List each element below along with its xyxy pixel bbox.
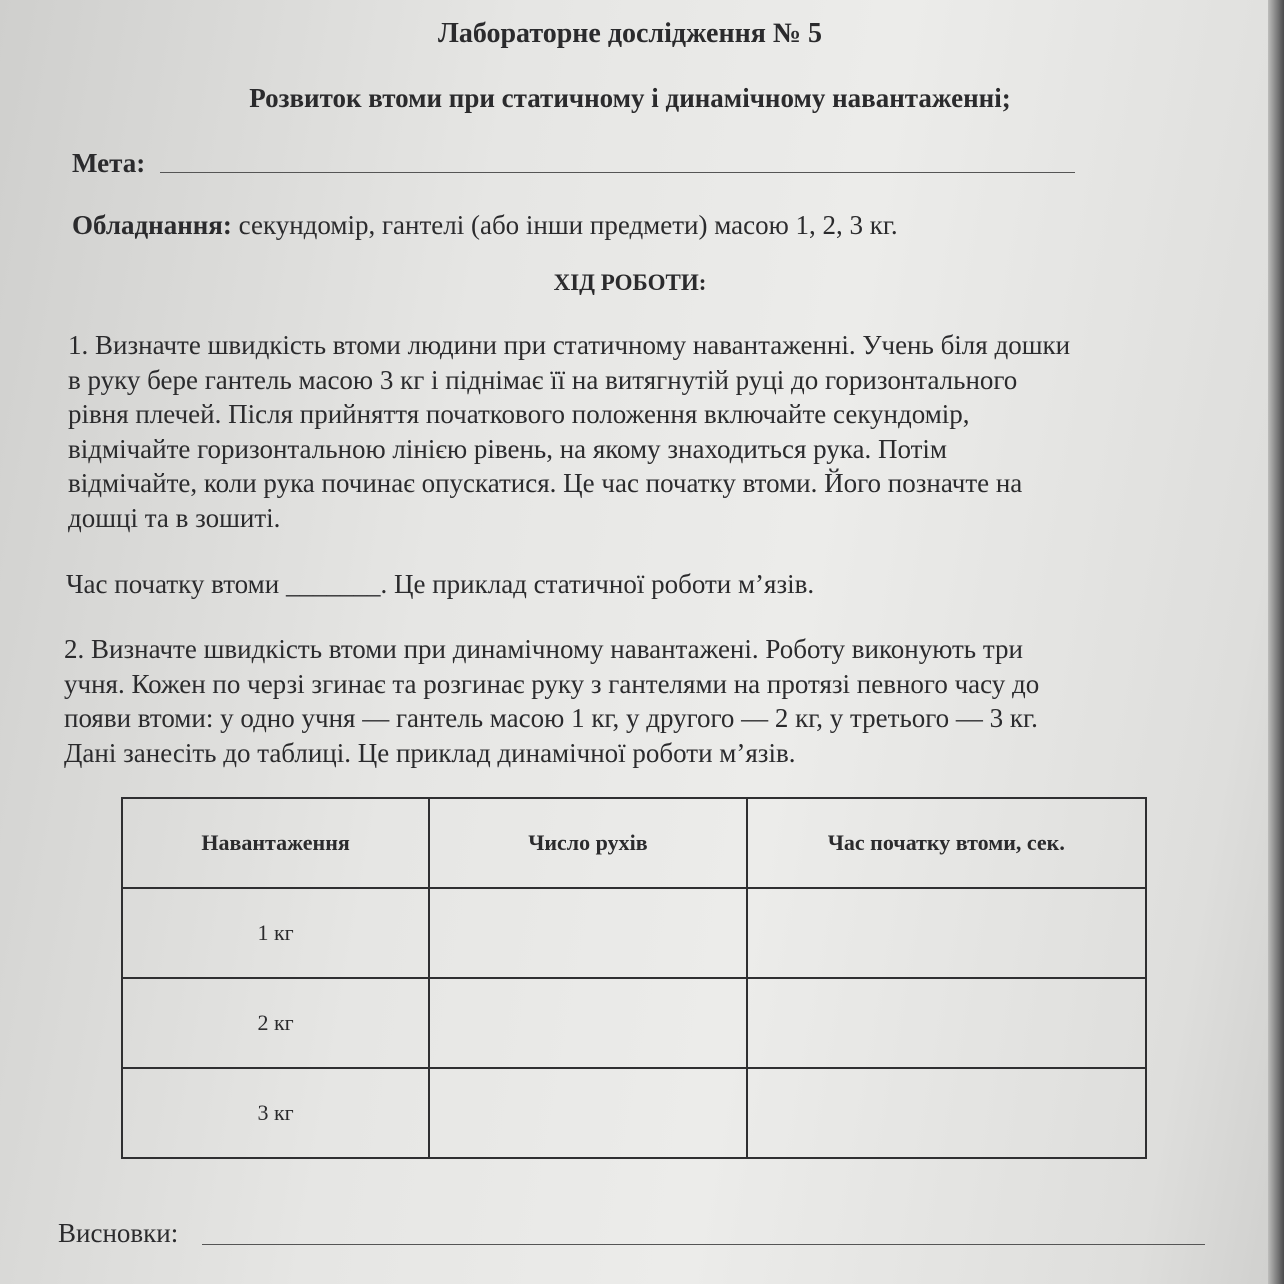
cell-load: 3 кг: [122, 1068, 429, 1158]
header-load: Навантаження: [122, 798, 429, 888]
step1-line: в руку бере гантель масою 3 кг і піднімає її на витягнутій руці до горизонтального: [68, 364, 1018, 395]
fatigue-time-blank: _______: [285, 569, 381, 599]
cell-fatigue-time[interactable]: [747, 888, 1146, 978]
step2-paragraph: [64, 632, 1039, 770]
step1-line: 1. Визначте швидкість втоми людини при статичному навантаженні. Учень біля дошки: [68, 330, 1071, 360]
procedure-heading: ХІД РОБОТИ:: [553, 270, 707, 295]
conclusions-label: Висновки:: [58, 1218, 179, 1248]
goal-label: Мета:: [72, 148, 146, 178]
table-row: [122, 978, 1146, 1068]
cell-movements[interactable]: [429, 1068, 746, 1158]
page-edge-shadow: [1268, 0, 1284, 1284]
equipment-line: [72, 208, 898, 243]
cell-load: 2 кг: [122, 978, 429, 1068]
step1-line: рівня плечей. Після прийняття початкового положення включайте секундомір,: [68, 399, 970, 429]
cell-fatigue-time[interactable]: [747, 1068, 1146, 1158]
cell-fatigue-time[interactable]: [747, 978, 1146, 1068]
cell-load: 1 кг: [122, 888, 429, 978]
cell-movements[interactable]: [429, 888, 746, 978]
goal-blank-line: [160, 172, 1075, 173]
header-movements: Число рухів: [429, 798, 746, 888]
step2-line: 2. Визначте швидкість втоми при динамічному навантажені. Роботу виконують три: [64, 634, 1023, 664]
fatigue-time-line: [66, 567, 814, 602]
equipment-text: секундомір, гантелі (або інши предмети) масою 1, 2, 3 кг.: [231, 210, 898, 240]
step1-paragraph: [68, 328, 1070, 535]
step1-line: відмічайте горизонтальною лінією рівень, на якому знаходиться рука. Потім: [68, 433, 947, 464]
equipment-label: Обладнання:: [72, 210, 232, 240]
step2-line: учня. Кожен по черзі згинає та розгинає руку з гантелями на протязі певного часу до: [64, 668, 1040, 699]
conclusions-blank-line: [202, 1244, 1205, 1245]
step1-line: відмічайте, коли рука починає опускатися. Це час початку втоми. Його позначте на: [68, 468, 1023, 498]
page-title: Лабораторне дослідження № 5: [437, 18, 822, 49]
fatigue-time-label: Час початку втоми: [66, 569, 280, 599]
step1-line: дошці та в зошиті.: [68, 502, 281, 533]
table-header-row: [122, 798, 1146, 888]
table-row: [122, 1068, 1146, 1158]
cell-movements[interactable]: [429, 978, 746, 1068]
fatigue-time-suffix: . Це приклад статичної роботи м’язів.: [380, 569, 815, 599]
step2-line: Дані занесіть до таблиці. Це приклад динамічної роботи м’язів.: [64, 737, 796, 768]
header-fatigue-time: Час початку втоми, сек.: [747, 798, 1146, 888]
step2-line: появи втоми: у одно учня — гантель масою 1 кг, у другого — 2 кг, у третього — 3 кг.: [64, 703, 1038, 733]
page-subtitle: Розвиток втоми при статичному і динамічному навантаженні;: [249, 83, 1011, 113]
results-table: [121, 797, 1147, 1159]
table-row: [122, 888, 1146, 978]
